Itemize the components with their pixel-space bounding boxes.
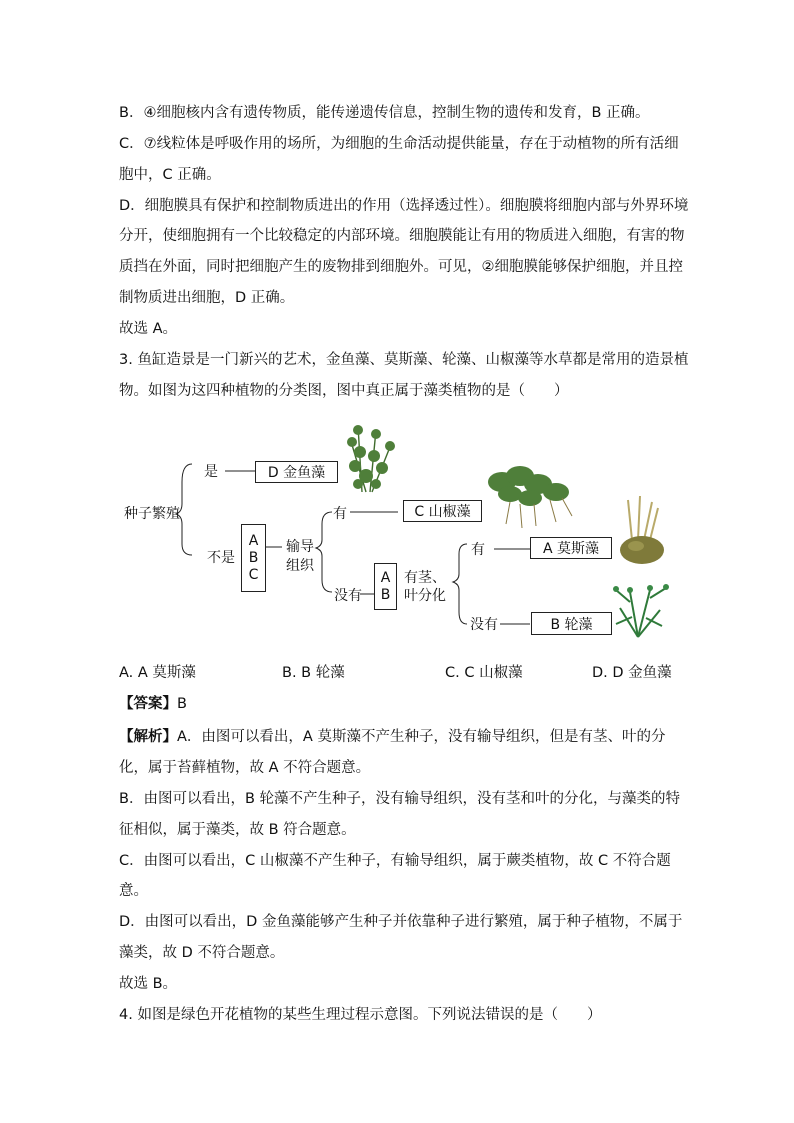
box-abc-b: B [248, 549, 259, 566]
question-4: 4. 如图是绿色开花植物的某些生理过程示意图。下列说法错误的是（ ） [119, 1007, 602, 1023]
option-a: A. A 莫斯藻 [119, 665, 196, 681]
box-ab-a: A [380, 569, 391, 586]
box-b-chara: B 轮藻 [531, 612, 612, 635]
root-label: 种子繁殖 [124, 506, 180, 522]
stemleaf-label-2: 叶分化 [404, 588, 446, 604]
classification-diagram [110, 412, 680, 647]
answer-label: 【答案】 [119, 696, 177, 712]
analysis-choice: 故选 B。 [119, 976, 178, 992]
question-3-line-1: 3. 鱼缸造景是一门新兴的艺术，金鱼藻、莫斯藻、轮藻、山椒藻等水草都是常用的造景植 [119, 352, 689, 368]
stemleaf-label-1: 有茎、 [404, 570, 446, 586]
chara-plant-image [613, 584, 669, 637]
has-label: 有 [333, 506, 347, 522]
text-line: 故选 A。 [119, 321, 178, 337]
none-label: 没有 [334, 588, 362, 604]
box-d-hornwort: D 金鱼藻 [255, 461, 338, 483]
box-abc [241, 524, 266, 592]
box-abc-a: A [248, 532, 259, 549]
vascular-label-1: 输导 [286, 539, 314, 555]
text-line: 胞中，C 正确。 [119, 167, 221, 183]
analysis-label: 【解析】 [119, 729, 177, 745]
box-ab [374, 563, 397, 610]
none-label-2: 没有 [470, 617, 498, 633]
box-abc-c: C [248, 566, 259, 583]
text-line: 制物质进出细胞，D 正确。 [119, 290, 295, 306]
text-line: C．⑦线粒体是呼吸作用的场所，为细胞的生命活动提供能量，存在于动植物的所有活细 [119, 136, 679, 152]
analysis-text: A．由图可以看出，A 莫斯藻不产生种子，没有输导组织，但是有茎、叶的分 [177, 729, 666, 745]
hornwort-plant-image [347, 425, 395, 492]
vascular-label-2: 组织 [286, 558, 314, 574]
question-3-line-2: 物。如图为这四种植物的分类图，图中真正属于藻类植物的是（ ） [119, 383, 569, 399]
analysis-line: 藻类，故 D 不符合题意。 [119, 945, 285, 961]
moss-ball-plant-image [620, 496, 664, 564]
analysis-line: C．由图可以看出，C 山椒藻不产生种子，有输导组织，属于蕨类植物，故 C 不符合题 [119, 853, 671, 869]
box-ab-b: B [380, 586, 391, 603]
box-c-salvinia: C 山椒藻 [403, 500, 482, 522]
yes-label: 是 [204, 464, 218, 480]
answer-value: B [177, 696, 187, 712]
analysis-line: B．由图可以看出，B 轮藻不产生种子，没有输导组织，没有茎和叶的分化，与藻类的特 [119, 791, 681, 807]
no-label: 不是 [207, 550, 235, 566]
option-b: B. B 轮藻 [282, 665, 345, 681]
text-line: 分开，使细胞拥有一个比较稳定的内部环境。细胞膜能让有用的物质进入细胞，有害的物 [119, 228, 685, 244]
option-d: D. D 金鱼藻 [592, 665, 672, 681]
has-label-2: 有 [471, 542, 485, 558]
analysis-line-a1 [119, 727, 665, 747]
salvinia-plant-image [488, 466, 572, 528]
analysis-line: D．由图可以看出，D 金鱼藻能够产生种子并依靠种子进行繁殖，属于种子植物，不属于 [119, 914, 683, 930]
option-c: C. C 山椒藻 [445, 665, 523, 681]
answer-line [119, 694, 187, 714]
analysis-line: 化，属于苔藓植物，故 A 不符合题意。 [119, 760, 371, 776]
text-line: B．④细胞核内含有遗传物质，能传递遗传信息，控制生物的遗传和发育，B 正确。 [119, 105, 650, 121]
box-a-moss: A 莫斯藻 [530, 537, 612, 559]
text-line: D．细胞膜具有保护和控制物质进出的作用（选择透过性）。细胞膜将细胞内部与外界环境 [119, 198, 689, 214]
text-line: 质挡在外面，同时把细胞产生的废物排到细胞外。可见，②细胞膜能够保护细胞，并且控 [119, 259, 683, 275]
analysis-line: 征相似，属于藻类，故 B 符合题意。 [119, 822, 356, 838]
analysis-line: 意。 [119, 883, 148, 899]
